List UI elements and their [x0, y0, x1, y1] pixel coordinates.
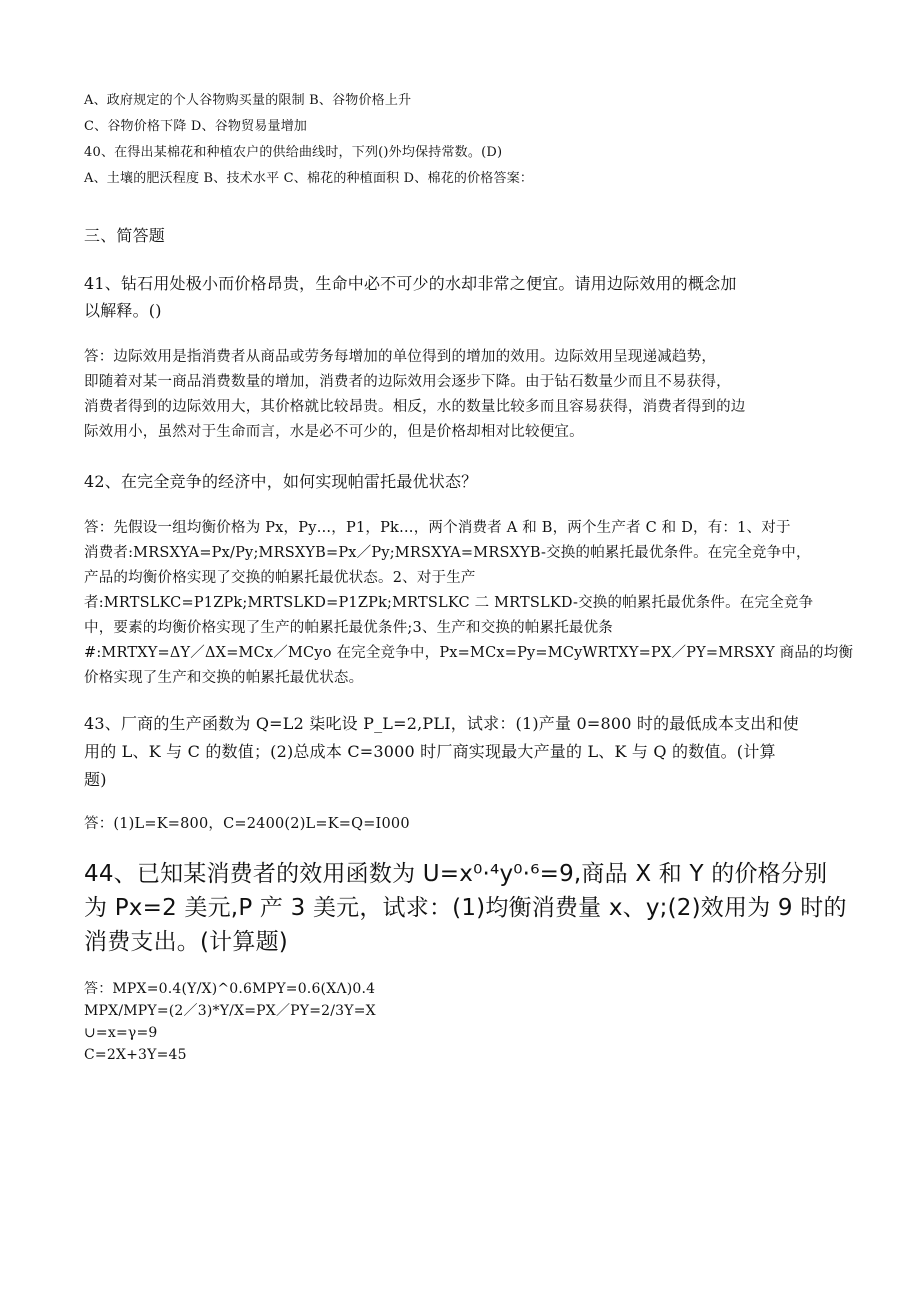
question-42: 42、在完全竞争的经济中，如何实现帕雷托最优状态？ [84, 472, 478, 491]
question-43-line-2: 用的 L、K 与 C 的数值；(2)总成本 C=3000 时厂商实现最大产量的 L、K 与 Q 的数值。(计算 [84, 742, 776, 761]
option-line-2: C、谷物价格下降 D、谷物贸易量增加 [84, 119, 308, 134]
answer-41-line-3: 消费者得到的边际效用大，其价格就比较昂贵。相反，水的数量比较多而且容易获得，消费者得到的边 [84, 399, 746, 415]
answer-42-line-1: 答：先假设一组均衡价格为 Px，Py…，P1，Pk…，两个消费者 A 和 B，两个生产者 C 和 D，有：1、对于 [84, 520, 791, 536]
answer-41-line-1: 答：边际效用是指消费者从商品或劳务每增加的单位得到的增加的效用。边际效用呈现递减趋势， [84, 349, 717, 365]
answer-44-line-2: MPX/MPY=(2／3)*Y/X=PX／PY=2/3Y=X [84, 1003, 376, 1019]
section-title: 三、简答题 [84, 226, 166, 245]
question-44-line-2: 为 Px=2 美元,P 产 3 美元，试求：(1)均衡消费量 x、y;(2)效用为 9 时的 [84, 895, 847, 921]
answer-43: 答：(1)L=K=800，C=2400(2)L=K=Q=I000 [84, 816, 410, 832]
question-41-line-1: 41、钻石用处极小而价格昂贵，生命中必不可少的水却非常之便宜。请用边际效用的概念加 [84, 274, 737, 293]
answer-44-line-1: 答：MPX=0.4(Y/X)^0.6MPY=0.6(XΛ)0.4 [84, 981, 376, 997]
question-43-line-3: 题) [84, 770, 107, 789]
option-line-1: A、政府规定的个人谷物购买量的限制 B、谷物价格上升 [84, 93, 412, 108]
answer-42-line-7: 价格实现了生产和交换的帕累托最优状态。 [84, 670, 364, 686]
answer-42-line-4: 者:MRTSLKC=P1ZPk;MRTSLKD=P1ZPk;MRTSLKC 二 MRTSLKD-交换的帕累托最优条件。在完全竞争 [84, 595, 814, 611]
question-44-line-1: 44、已知某消费者的效用函数为 U=x⁰·⁴y⁰·⁶=9,商品 X 和 Y 的价格分别 [84, 861, 828, 887]
answer-42-line-5: 中，要素的均衡价格实现了生产的帕累托最优条件;3、生产和交换的帕累托最优条 [84, 620, 614, 636]
answer-42-line-2: 消费者:MRSXYA=Px/Py;MRSXYB=Px／Py;MRSXYA=MRSXYB-交换的帕累托最优条件。在完全竞争中， [84, 545, 811, 561]
option-line-4: A、土壤的肥沃程度 B、技术水平 C、棉花的种植面积 D、棉花的价格答案： [84, 171, 534, 186]
question-44-line-3: 消费支出。(计算题) [84, 929, 288, 955]
answer-44-line-3: ∪=x=γ=9 [84, 1025, 158, 1041]
question-41-line-2: 以解释。() [84, 301, 162, 320]
answer-42-line-6: #:MRTXY=ΔY／ΔX=MCx／MCyo 在完全竞争中，Px=MCx=Py=MCyWRTXY=PX／PY=MRSXY 商品的均衡 [84, 645, 854, 661]
question-43-line-1: 43、厂商的生产函数为 Q=L2 柒叱设 P_L=2,PLI，试求：(1)产量 0=800 时的最低成本支出和使 [84, 714, 799, 733]
answer-44-line-4: C=2X+3Y=45 [84, 1047, 187, 1063]
answer-42-line-3: 产品的均衡价格实现了交换的帕累托最优状态。2、对于生产 [84, 570, 476, 586]
answer-41-line-4: 际效用小，虽然对于生命而言，水是必不可少的，但是价格却相对比较便宜。 [84, 424, 584, 440]
question-40: 40、在得出某棉花和种植农户的供给曲线时，下列()外均保持常数。(D) [84, 145, 503, 160]
answer-41-line-2: 即随着对某一商品消费数量的增加，消费者的边际效用会逐步下降。由于钻石数量少而且不易获得， [84, 374, 731, 390]
